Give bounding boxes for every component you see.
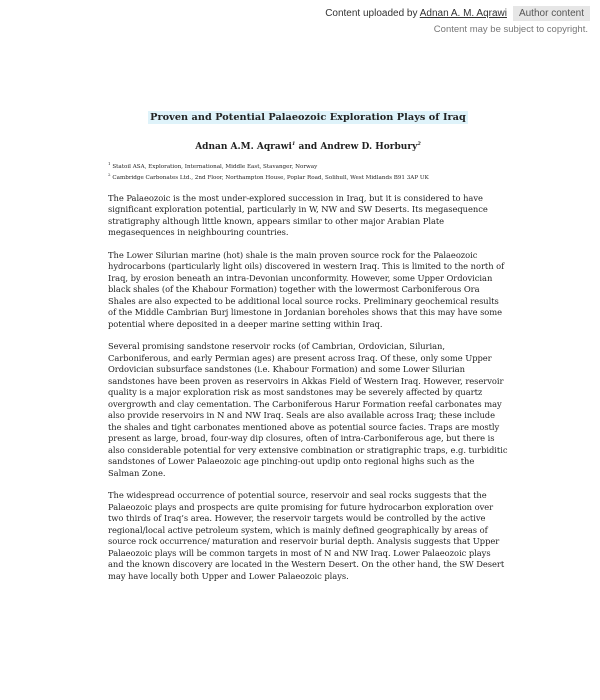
paragraph-2: The Lower Silurian marine (hot) shale is the main proven source rock for the Palaeozoic hydrocarbons (particularly light oils) discovered in western Iraq. This is limited to the north of Iraq, by erosion beneath an intra-Devonian unconformity. However, some Upper Ordovician black shales (of the Khabour Formation) together with the lowermost Carboniferous Ora Shales are also expected to be additional local source rocks. Preliminary geochemical results of the Middle Cambrian Burj limestone in Jordanian boreholes shows that this may have some potential where deposited in a deeper marine setting within Iraq.: [108, 249, 505, 329]
content-header: [0, 0, 600, 40]
abstract-body: [108, 193, 508, 583]
affiliation-2: [108, 171, 508, 182]
author-content-badge: Author content: [513, 6, 590, 21]
affiliation-2-text: Cambridge Carbonates Ltd., 2nd Floor, Northampton House, Poplar Road, Solihull, West Midlands B91 3AP UK: [112, 174, 429, 181]
affiliation-1-sup: 1: [108, 161, 111, 166]
document-page: [108, 100, 508, 593]
affiliation-1: [108, 160, 508, 171]
affiliation-2-sup: 2: [108, 171, 111, 177]
author-2: Andrew D. Horbury: [320, 142, 418, 152]
copyright-notice: Content may be subject to copyright.: [433, 24, 588, 35]
paragraph-4: The widespread occurrence of potential source, reservoir and seal rocks suggests that the Palaeozoic plays and prospects are quite promising for future hydrocarbon exploration over two thirds of Iraq’s area. However, the reservoir targets would be controlled by the active regional/local active petroleum system, which is mainly defined geographically by areas of source rock occurrence/ maturation and reservoir burial depth. Analysis suggests that Upper Palaeozoic plays will be common targets in most of N and NW Iraq. Lower Palaeozoic plays and the known discovery are located in the Western Desert. On the other hand, the SW Desert may have locally both Upper and Lower Palaeozoic plays.: [108, 490, 505, 581]
title-wrapper: [108, 105, 508, 124]
author-1: Adnan A.M. Aqrawi: [195, 142, 292, 152]
author-1-sup: 1: [291, 141, 296, 147]
paragraph-1: The Palaeozoic is the most under-explored succession in Iraq, but it is considered to have significant exploration potential, particularly in W, NW and SW Deserts. Its megasequence stratigraphy although little known, appears similar to other major Arabian Plate megasequences in neighbouring countries.: [108, 192, 488, 238]
author-line: [108, 141, 508, 152]
author-connector: and: [295, 142, 321, 152]
uploader-link[interactable]: Adnan A. M. Aqrawi: [419, 8, 507, 19]
uploaded-by-text: [325, 8, 507, 19]
uploaded-prefix: Content uploaded by: [325, 8, 418, 19]
document-title: Proven and Potential Palaeozoic Exploration Plays of Iraq: [150, 112, 466, 123]
affiliations: [108, 160, 508, 182]
affiliation-1-text: Statoil ASA, Exploration, International, Middle East, Stavanger, Norway: [112, 163, 318, 170]
paragraph-3: Several promising sandstone reservoir rocks (of Cambrian, Ordovician, Silurian, Carboniferous, and early Permian ages) are present across Iraq. Of these, only some Upper Ordovician subsurface sandstones (i.e. Khabour Formation) and some Lower Silurian sandstones have been proven as reservoirs in Akkas Field of Western Iraq. However, reservoir quality is a major exploration risk as most sandstones may be severely affected by quartz overgrowth and clay cementation. The Carboniferous Harur Formation reefal carbonates may also provide reservoirs in N and NW Iraq. Seals are also available across Iraq; these include the shales and tight carbonates mentioned above as potential source facies. Traps are mostly present as large, broad, four-way dip closures, often of intra-Carboniferous age, but there is also considerable potential for very extensive combination or stratigraphic traps, e.g. turbiditic sandstones of Lower Palaeozoic age pinching-out updip onto regional highs such as the Salman Zone.: [108, 341, 508, 478]
author-2-sup: 2: [417, 141, 421, 147]
